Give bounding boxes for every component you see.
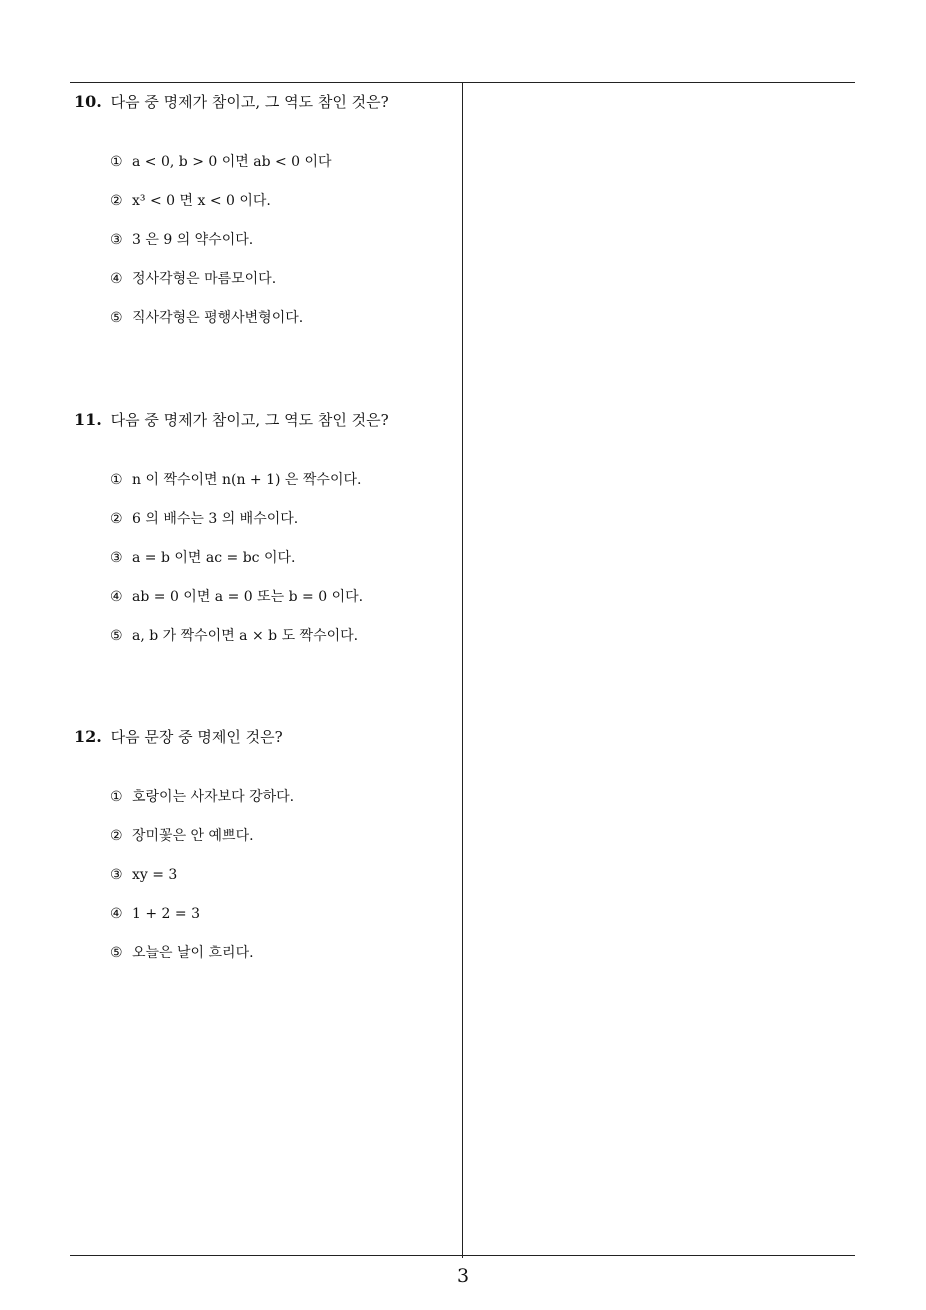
option-text: 1 + 2 = 3	[132, 906, 200, 922]
option-text: 장미꽃은 안 예쁘다.	[132, 828, 254, 844]
question-stem	[74, 92, 454, 112]
answer-option[interactable]	[110, 943, 254, 963]
answer-option[interactable]	[110, 191, 271, 211]
option-text: 오늘은 날이 흐리다.	[132, 945, 254, 961]
answer-option[interactable]	[110, 152, 332, 172]
answer-option[interactable]	[110, 509, 298, 529]
answer-option[interactable]	[110, 865, 177, 885]
answer-option[interactable]	[110, 308, 303, 328]
question-text: 다음 중 명제가 참이고, 그 역도 참인 것은?	[110, 93, 389, 111]
footer-rule	[70, 1255, 855, 1256]
option-text: 3 은 9 의 약수이다.	[132, 232, 254, 248]
option-text: xy = 3	[132, 867, 178, 883]
option-marker: ②	[110, 193, 123, 209]
answer-option[interactable]	[110, 548, 295, 568]
option-text: 직사각형은 평행사변형이다.	[132, 310, 304, 326]
option-marker: ④	[110, 589, 123, 605]
answer-option[interactable]	[110, 904, 200, 924]
option-marker: ①	[110, 472, 123, 488]
option-marker: ④	[110, 271, 123, 287]
option-marker: ④	[110, 906, 123, 922]
question-11	[74, 410, 454, 644]
answer-option[interactable]	[110, 587, 363, 607]
question-text: 다음 문장 중 명제인 것은?	[110, 728, 283, 746]
option-marker: ⑤	[110, 628, 123, 644]
answer-option[interactable]	[110, 626, 358, 646]
option-marker: ③	[110, 550, 123, 566]
page-number: 3	[456, 1265, 470, 1287]
option-text: 호랑이는 사자보다 강하다.	[132, 789, 295, 805]
option-text: a, b 가 짝수이면 a × b 도 짝수이다.	[132, 628, 359, 644]
column-divider	[462, 82, 463, 1258]
option-text: n 이 짝수이면 n(n + 1) 은 짝수이다.	[132, 472, 362, 488]
option-marker: ⑤	[110, 310, 123, 326]
option-marker: ③	[110, 867, 123, 883]
option-marker: ①	[110, 789, 123, 805]
answer-option[interactable]	[110, 787, 294, 807]
question-10	[74, 92, 454, 326]
answer-option[interactable]	[110, 269, 276, 289]
answer-option[interactable]	[110, 230, 253, 250]
option-text: a = b 이면 ac = bc 이다.	[132, 550, 296, 566]
question-text: 다음 중 명제가 참이고, 그 역도 참인 것은?	[110, 411, 389, 429]
answer-option[interactable]	[110, 826, 254, 846]
option-marker: ②	[110, 828, 123, 844]
option-marker: ⑤	[110, 945, 123, 961]
question-number: 11.	[74, 410, 102, 429]
question-stem	[74, 410, 454, 430]
option-marker: ①	[110, 154, 123, 170]
question-number: 12.	[74, 727, 102, 746]
question-12	[74, 727, 454, 961]
option-text: a < 0, b > 0 이면 ab < 0 이다	[132, 154, 332, 170]
option-marker: ②	[110, 511, 123, 527]
option-text: x³ < 0 면 x < 0 이다.	[132, 193, 271, 209]
option-text: 정사각형은 마름모이다.	[132, 271, 277, 287]
answer-option[interactable]	[110, 470, 361, 490]
option-text: 6 의 배수는 3 의 배수이다.	[132, 511, 299, 527]
question-number: 10.	[74, 92, 102, 111]
option-marker: ③	[110, 232, 123, 248]
question-stem	[74, 727, 454, 747]
option-text: ab = 0 이면 a = 0 또는 b = 0 이다.	[132, 589, 364, 605]
